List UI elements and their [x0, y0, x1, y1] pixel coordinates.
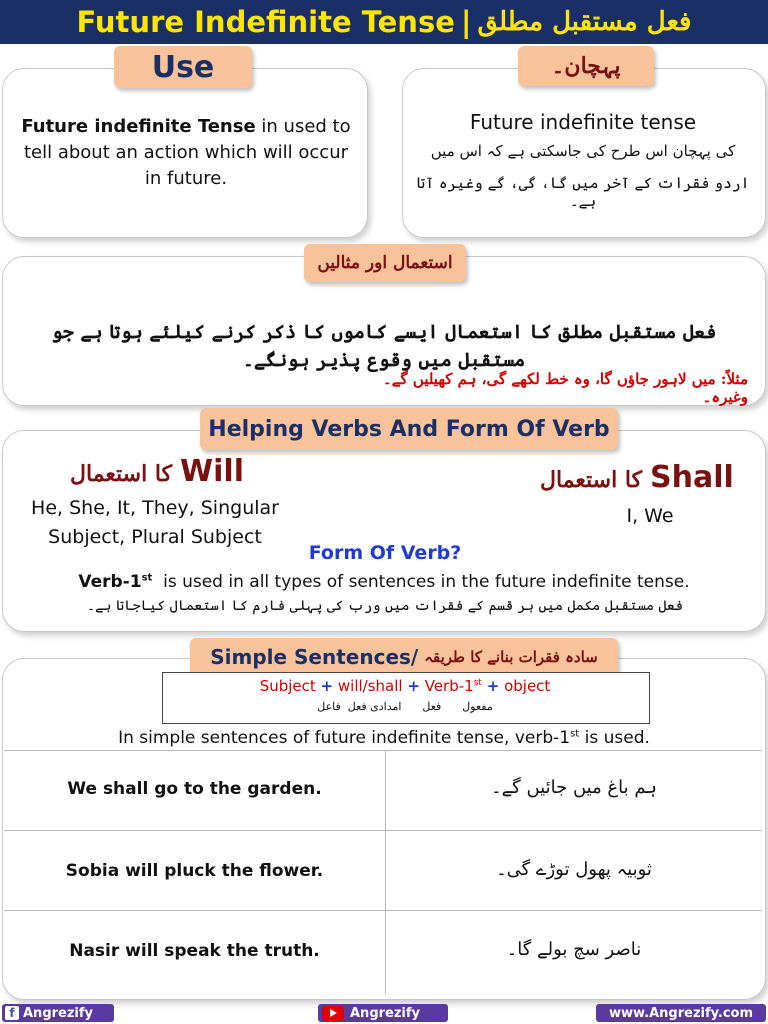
table-row — [4, 751, 762, 830]
youtube-link[interactable] — [318, 1004, 448, 1022]
row-english: Nasir will speak the truth. — [69, 941, 320, 961]
verb-rest: is used in all types of sentences in the future indefinite tense. — [163, 572, 690, 592]
verb-sup: st — [141, 572, 153, 584]
istemal-example: مثلاً: میں لاہور جاؤں گا، وہ خط لکھے گی، ہم کھیلیں گے۔ وغیرہ۔ — [382, 370, 748, 406]
form-heading: Form Of Verb? — [308, 542, 462, 564]
formula-verb-text: Verb-1 — [424, 677, 474, 695]
helping-pill — [200, 408, 618, 450]
note-sup: st — [570, 728, 580, 740]
formula-verb — [425, 677, 482, 695]
website-link[interactable] — [596, 1004, 766, 1022]
row-english: We shall go to the garden. — [67, 779, 322, 799]
will-text2: Subject, Plural Subject — [48, 526, 262, 548]
istemal-text: فعل مستقبل مطلق کا استعمال ایسے کاموں کا ذکر کرنے کیلئے ہوتا ہے جو مستقبل میں وقوع پذیر ہونگے۔ — [51, 321, 717, 371]
title-bar — [0, 0, 768, 44]
use-bold-term: Future indefinite Tense — [21, 116, 256, 137]
title-separator: | — [460, 5, 472, 39]
use-pill — [114, 46, 252, 88]
verb-bold: Verb-1 — [78, 572, 142, 592]
shall-text: I, We — [626, 505, 674, 527]
pehchan-label: پہچان۔ — [551, 53, 621, 79]
formula-plus-2: + — [407, 677, 420, 695]
shall-urdu: کا استعمال — [540, 467, 643, 493]
shall-heading — [540, 460, 760, 495]
pehchan-line3: اردو فقرات کے آخر میں گا، گی، گے وغیرہ آتا ہے۔ — [416, 174, 750, 210]
formula-object: object — [504, 677, 551, 695]
will-word: Will — [180, 454, 244, 489]
use-text — [16, 114, 356, 192]
formula-verb-sup: st — [473, 678, 482, 688]
simple-pill — [190, 638, 618, 676]
row-urdu: ہم باغ میں جائیں گے۔ — [491, 777, 657, 798]
istemal-pill — [304, 244, 466, 282]
use-label: Use — [151, 49, 215, 85]
footer — [0, 1002, 768, 1024]
row-urdu: ناصر سچ بولے گا۔ — [506, 939, 642, 960]
table-row — [4, 831, 762, 910]
row-english: Sobia will pluck the flower. — [65, 861, 324, 881]
simple-label-ur: سادہ فقرات بنانے کا طریقہ — [424, 648, 598, 666]
facebook-link[interactable] — [2, 1004, 114, 1022]
formula-helping: will/shall — [337, 677, 403, 695]
formula-plus-3: + — [486, 677, 500, 695]
will-text1: He, She, It, They, Singular — [31, 497, 279, 519]
youtube-icon — [322, 1006, 344, 1021]
helping-label: Helping Verbs And Form Of Verb — [208, 416, 610, 442]
shall-word: Shall — [650, 460, 734, 495]
title-urdu: فعل مستقبل مطلق — [477, 7, 692, 37]
simple-note — [10, 728, 758, 748]
will-urdu: کا استعمال — [70, 461, 173, 487]
formula-subject: Subject — [259, 677, 316, 695]
pehchan-line1: Future indefinite tense — [469, 110, 697, 134]
pehchan-pill — [518, 46, 654, 86]
formula-urdu-labels: مفعول فعل امدادی فعل فاعل — [317, 700, 493, 713]
will-heading — [70, 454, 290, 489]
title-english: Future Indefinite Tense — [76, 5, 455, 39]
simple-label-en: Simple Sentences/ — [210, 645, 419, 669]
facebook-label: Angrezify — [23, 1005, 94, 1021]
use-rest: in used to tell about an action which will occur in future. — [23, 116, 351, 189]
formula-line — [162, 677, 648, 695]
pehchan-line2: کی پہچان اس طرح کی جاسکتی ہے کہ اس میں — [430, 142, 736, 160]
youtube-label: Angrezify — [350, 1005, 421, 1021]
verb-line — [10, 572, 758, 592]
istemal-label: استعمال اور مثالیں — [317, 253, 453, 273]
row-urdu: ثوبیہ پھول توڑے گی۔ — [496, 859, 652, 880]
note-post: is used. — [579, 728, 650, 748]
note-pre: In simple sentences of future indefinite tense, verb-1 — [118, 728, 571, 748]
verb-urdu: فعل مستقبل مکمل میں ہر قسم کے فقرات میں ورب کی پہلی فارم کا استعمال کیاجاتا ہے۔ — [86, 598, 684, 614]
website-label: www.Angrezify.com — [608, 1005, 754, 1021]
facebook-icon: f — [5, 1006, 19, 1020]
formula-plus-1: + — [320, 677, 334, 695]
table-row — [4, 911, 762, 994]
